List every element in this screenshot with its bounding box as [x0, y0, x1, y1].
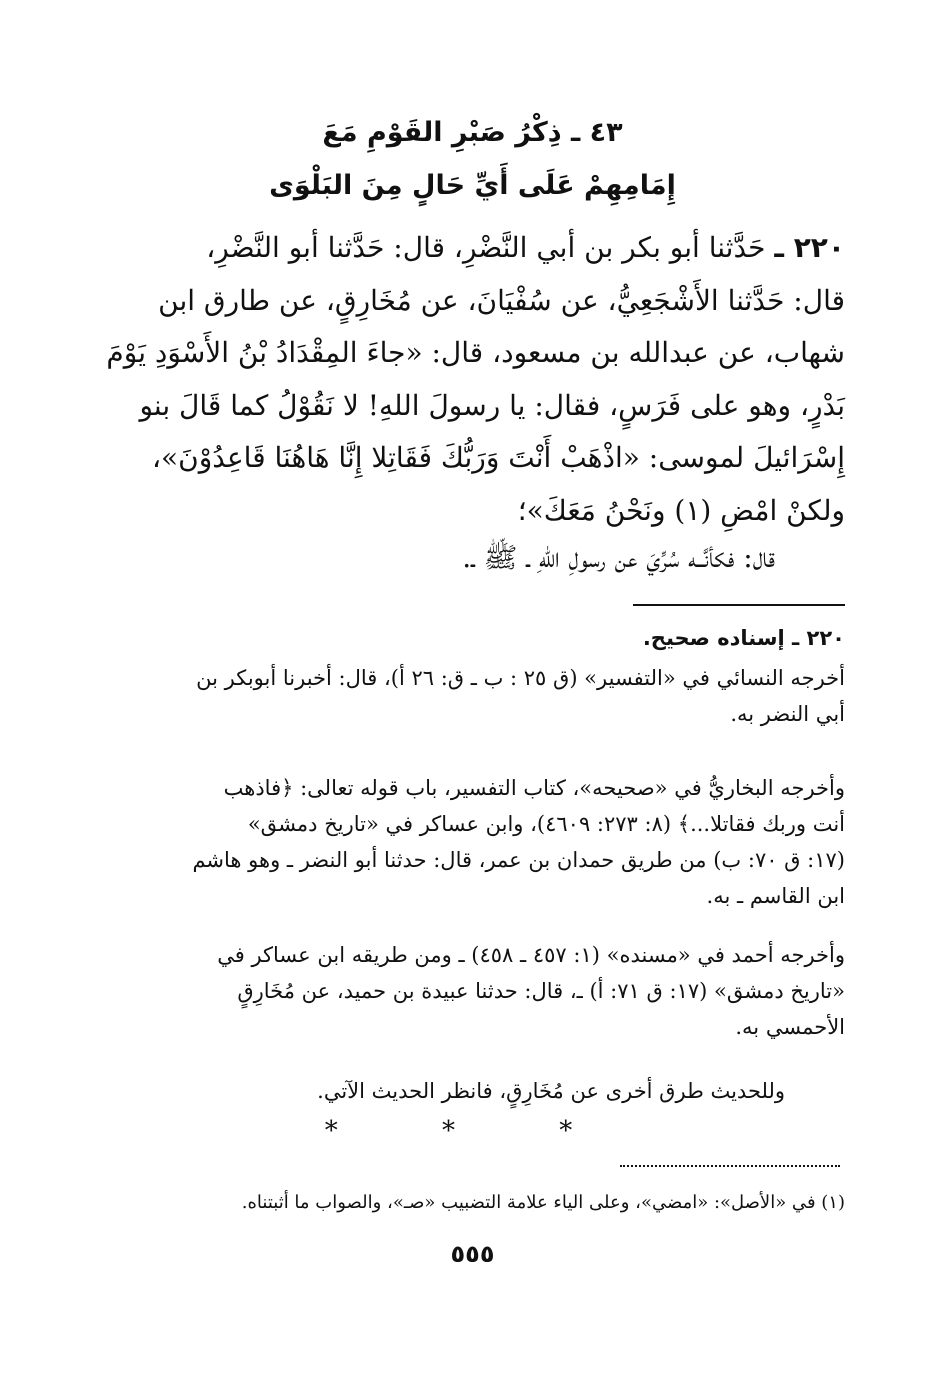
note-nasai-line-1: أخرجه النسائي في «التفسير» (ق ٢٥ : ب ـ ق: ٢٦ أ)، قال: أخبرنا أبوبكر بن [196, 666, 845, 690]
hadith-number: ٢٢٠ ـ [774, 231, 845, 264]
note-bukhari-line-4: ابن القاسم ـ به. [706, 884, 845, 908]
note-isnad [100, 620, 845, 656]
chapter-title-text-1: ٤٣ ـ ذِكْرُ صَبْرِ القَوْمِ مَعَ [322, 117, 623, 148]
note-nasai [100, 660, 845, 732]
hadith-line-2: قال: حَدَّثنا الأَشْجَعِيُّ، عن سُفْيَانَ، عن مُخَارِقٍ، عن طارق ابن [158, 283, 845, 317]
note-bukhari-line-3: (١٧: ق ٧٠: ب) من طريق حمدان بن عمر، قال: حدثنا أبو النضر ـ وهو هاشم [192, 848, 845, 872]
note-other-routes [100, 1073, 845, 1109]
hadith-line-3: شهاب، عن عبدالله بن مسعود، قال: «جاءَ المِقْدَادُ بْنُ الأَسْوَدِ يَوْمَ [106, 336, 845, 369]
page-number: ٥٥٥ [450, 1240, 495, 1268]
note-bukhari-line-1: وأخرجه البخاريُّ في «صحيحه»، كتاب التفسير، باب قوله تعالى: ﴿فاذهب [223, 776, 845, 800]
hadith-line-6: ولكنْ امْضِ (١) ونَحْنُ مَعَكَ»؛ [517, 493, 845, 527]
endnote-1: (١) في «الأصل»: «امضي»، وعلى الياء علامة التضبيب «صـ»، والصواب ما أثبتناه. [241, 1192, 845, 1213]
section-separator-stars: * * * [324, 1116, 621, 1146]
note-isnad-heading: ٢٢٠ ـ إسناده صحيح. [642, 626, 845, 650]
hadith-text [100, 222, 845, 537]
note-ahmad-line-2: «تاريخ دمشق» (١٧: ق ٧١: أ) ـ، قال: حدثنا عبيدة بن حميد، عن مُخَارِقٍ [237, 979, 845, 1003]
note-nasai-line-2: أبي النضر به. [730, 702, 845, 726]
chapter-title-text-2: إِمَامِهِمْ عَلَى أَيِّ حَالٍ مِنَ البَلْوَى [269, 170, 676, 201]
footnote-separator [633, 604, 845, 606]
chapter-title-line-1 [100, 108, 845, 158]
hadith-line-4: بَدْرٍ، وهو على فَرَسٍ، فقال: يا رسولَ اللهِ! لا نَقُوْلُ كما قَالَ بنو [139, 388, 845, 422]
note-ahmad-line-3: الأحمسي به. [735, 1015, 845, 1039]
hadith-line-text: حَدَّثنا أبو بكر بن أبي النَّضْرِ، قال: حَدَّثنا أبو النَّضْرِ، [206, 231, 766, 264]
note-ahmad [100, 937, 845, 1045]
hadith-line-1 [100, 222, 845, 275]
chapter-title-line-2 [100, 161, 845, 211]
note-bukhari-line-2: أنت وربك فقاتلا...﴾ (٨: ٢٧٣: ٤٦٠٩)، وابن عساكر في «تاريخ دمشق» [247, 812, 845, 836]
note-other-line: وللحديث طرق أخرى عن مُخَارِقٍ، فانظر الحديث الآتي. [317, 1079, 785, 1103]
note-bukhari [100, 770, 845, 914]
note-ahmad-line-1: وأخرجه أحمد في «مسنده» (١: ٤٥٧ ـ ٤٥٨) ـ ومن طريقه ابن عساكر في [217, 943, 845, 967]
endnote-separator [620, 1165, 840, 1167]
hadith-closing: قال: فكأنَّــه سُرِّيَ عن رسولِ اللهِ ـ ﷺ ـ. [462, 541, 775, 574]
hadith-line-5: إِسْرَائيلَ لموسى: «اذْهَبْ أَنْتَ وَرَبُّكَ فَقَاتِلا إِنَّا هَاهُنَا قَاعِدُوْنَ»، [152, 441, 845, 474]
